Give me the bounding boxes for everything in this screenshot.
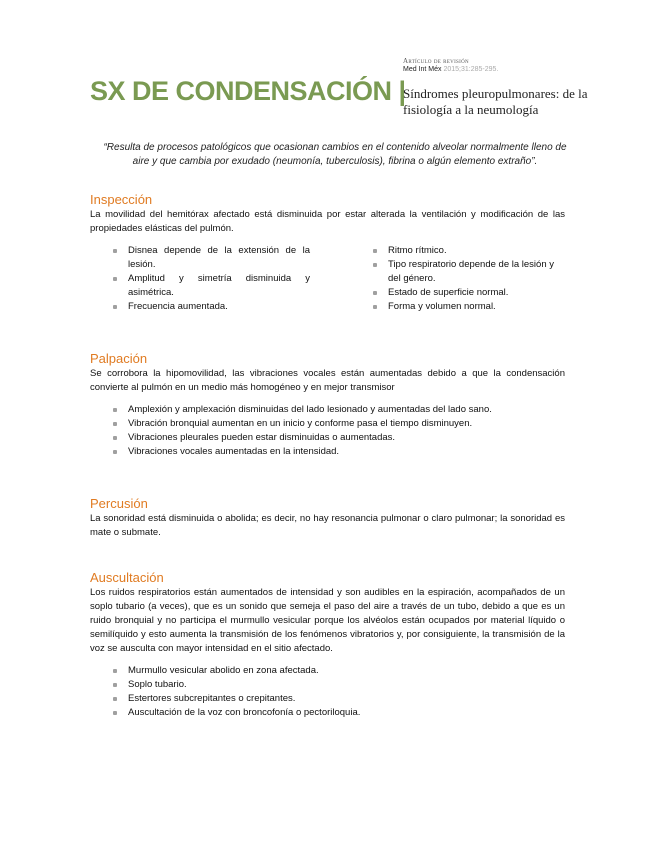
section-paragraph: Se corrobora la hipomovilidad, las vibraciones vocales están aumentadas debido a que la condensación convierte al pulmón en un medio más homogéneo y en mejor transmisor	[90, 368, 565, 393]
article-journal	[403, 66, 603, 73]
section-heading: Inspección	[90, 192, 153, 207]
section-paragraph: Los ruidos respiratorios están aumentados de intensidad y son audibles en la espiración, acompañados de un soplo tubario (a veces), que es un sonido que semeja el paso del aire a través de un tubo, debido a que es un ruido bronquial y no participa el murmullo vesicular porque los alvéolos están ocupados por material líquido o semilíquido y esto aumenta la transmisión de los fenómenos vibratorios y, por consiguiente, la transmisión de la voz se ausculta con mayor intensidad en el sitio afectado.	[90, 587, 565, 654]
list-item: Vibraciones pleurales pueden estar disminuidas o aumentadas.	[90, 431, 565, 445]
section-auscultacion	[90, 570, 565, 720]
section-heading: Percusión	[90, 496, 148, 511]
list-item: Tipo respiratorio depende de la lesión y del género.	[350, 258, 565, 286]
list-item: Auscultación de la voz con broncofonía o pectoriloquia.	[90, 706, 565, 720]
section-palpacion	[90, 351, 565, 459]
section-paragraph: La sonoridad está disminuida o abolida; es decir, no hay resonancia pulmonar o claro pulmonar; la sonoridad es mate o submate.	[90, 513, 565, 538]
bullet-list-left	[90, 244, 310, 314]
list-item: Ritmo rítmico.	[350, 244, 565, 258]
list-item: Vibración bronquial aumentan en un inicio y conforme pasa el tiempo disminuyen.	[90, 417, 565, 431]
definition-quote: “Resulta de procesos patológicos que ocasionan cambios en el contenido alveolar normalmente lleno de aire y que cambia por exudado (neumonía, tuberculosis), fibrina o algún elemento extraño”.	[103, 142, 567, 167]
list-item: Estado de superficie normal.	[350, 286, 565, 300]
article-reference	[403, 57, 603, 73]
list-item: Forma y volumen normal.	[350, 300, 565, 314]
list-item: Murmullo vesicular abolido en zona afectada.	[90, 664, 565, 678]
article-title: Síndromes pleuropulmonares: de la fisiología a la neumología	[403, 86, 588, 117]
section-heading: Auscultación	[90, 570, 164, 585]
list-item: Frecuencia aumentada.	[90, 300, 310, 314]
list-item: Disnea depende de la extensión de la lesión.	[90, 244, 310, 272]
list-item: Amplitud y simetría disminuida y asimétrica.	[90, 272, 310, 300]
list-item: Vibraciones vocales aumentadas en la intensidad.	[90, 445, 565, 459]
journal-citation: 2015;31:285-295.	[443, 66, 499, 73]
list-item: Soplo tubario.	[90, 678, 565, 692]
section-paragraph: La movilidad del hemitórax afectado está disminuida por estar alterada la ventilación y modificación de las propiedades elásticas del pulmón.	[90, 209, 565, 234]
journal-name: Med Int Méx	[403, 66, 442, 73]
article-kicker: Artículo de revisión	[403, 57, 469, 65]
bullet-list	[90, 403, 565, 459]
list-item: Estertores subcrepitantes o crepitantes.	[90, 692, 565, 706]
list-item: Amplexión y amplexación disminuidas del lado lesionado y aumentadas del lado sano.	[90, 403, 565, 417]
section-percusion	[90, 496, 565, 540]
bullet-list	[90, 664, 565, 720]
section-inspeccion	[90, 192, 565, 314]
page-title: SX DE CONDENSACIÓN |	[90, 76, 406, 106]
bullet-list-right	[350, 244, 565, 314]
inspeccion-lists	[90, 244, 565, 314]
section-heading: Palpación	[90, 351, 148, 366]
